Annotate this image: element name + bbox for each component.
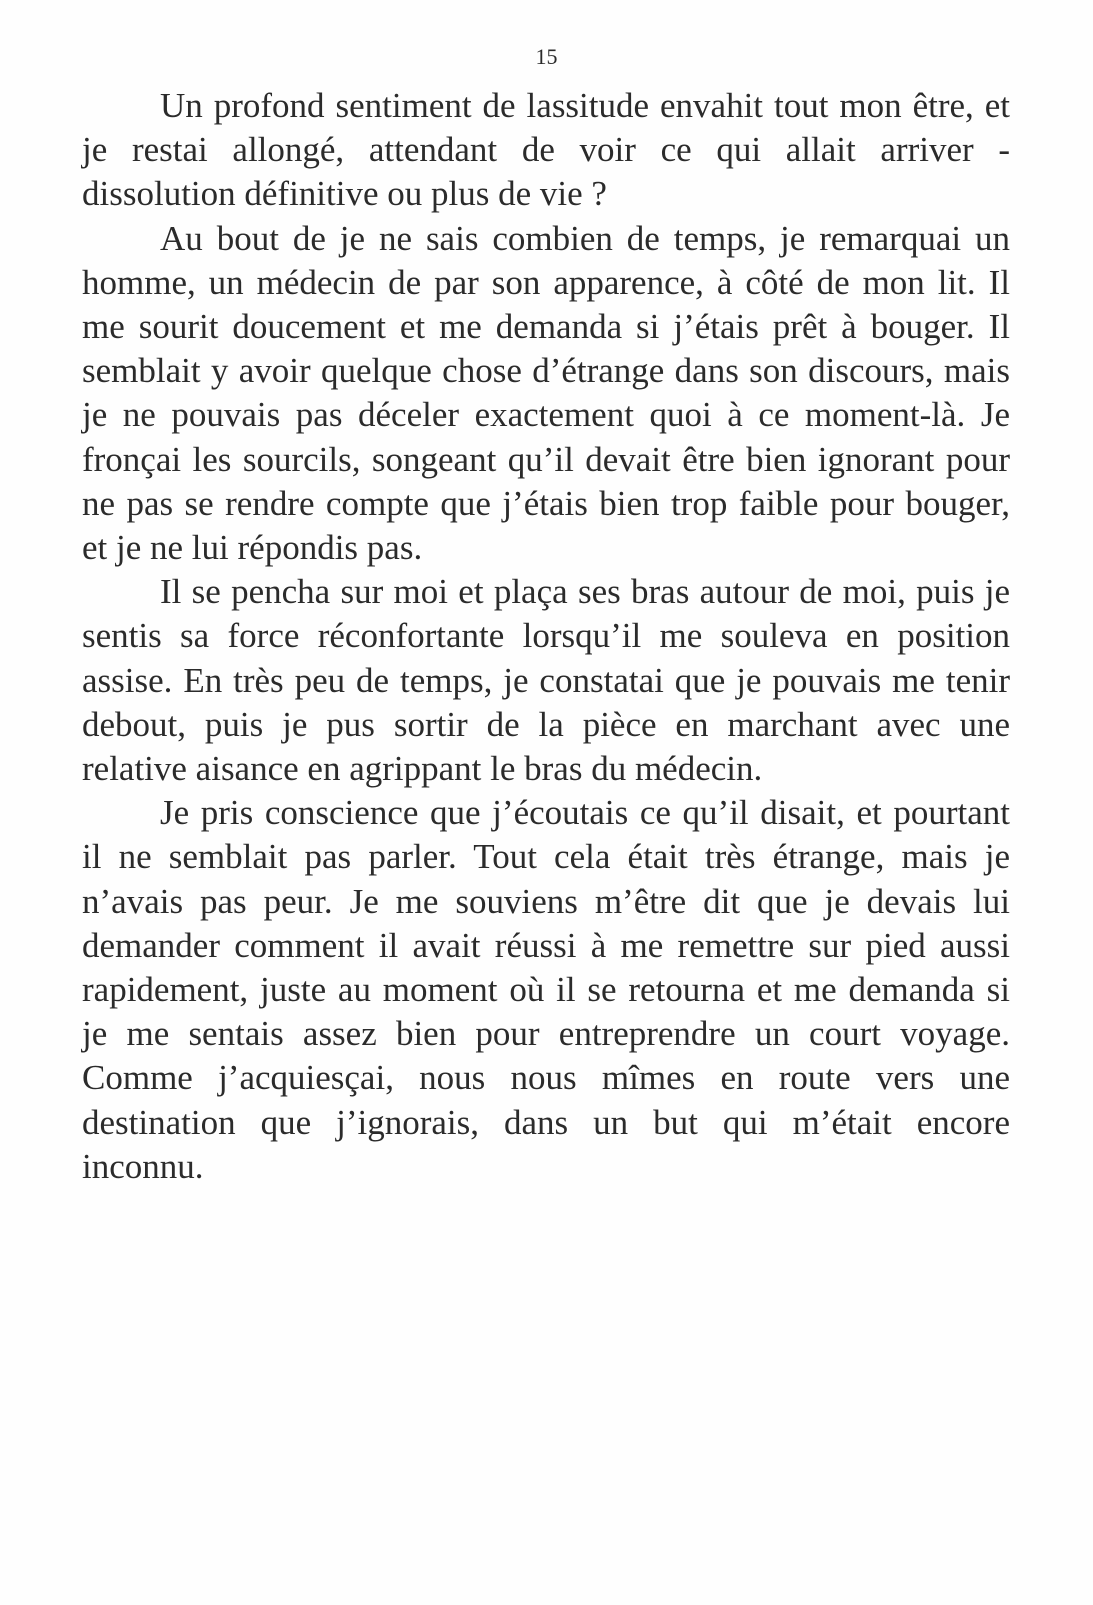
paragraph: Je pris conscience que j’écoutais ce qu’il disait, et pourtant il ne semblait pas parler. Tout cela était très étrange, mais je n’avais pas peur. Je me souviens m’être dit que je devais lui demander comment il avait réussi à me remettre sur pied aussi rapidement, juste au moment où il se retourna et me demanda si je me sentais assez bien pour entreprendre un court voyage. Comme j’acquiesçai, nous nous mîmes en route vers une destination que j’ignorais, dans un but qui m’était encore inconnu.: [82, 793, 1010, 1186]
page-number: 15: [535, 44, 558, 69]
paragraph: Il se pencha sur moi et plaça ses bras autour de moi, puis je sentis sa force réconfortante lorsqu’il me souleva en position assise. En très peu de temps, je constatai que je pouvais me tenir debout, puis je pus sortir de la pièce en marchant avec une relative aisance en agrippant le bras du médecin.: [82, 572, 1010, 789]
paragraph: Un profond sentiment de lassitude envahit tout mon être, et je restai allongé, attendant de voir ce qui allait arriver - dissolution définitive ou plus de vie ?: [82, 86, 1010, 214]
paragraph: Au bout de je ne sais combien de temps, je remarquai un homme, un médecin de par son apparence, à côté de mon lit. Il me sourit doucement et me demanda si j’étais prêt à bouger. Il semblait y avoir quelque chose d’étrange dans son discours, mais je ne pouvais pas déceler exactement quoi à ce moment-là. Je fronçai les sourcils, songeant qu’il devait être bien ignorant pour ne pas se rendre compte que j’étais bien trop faible pour bouger, et je ne lui répondis pas.: [82, 218, 1010, 568]
body-text: [82, 84, 1010, 1189]
